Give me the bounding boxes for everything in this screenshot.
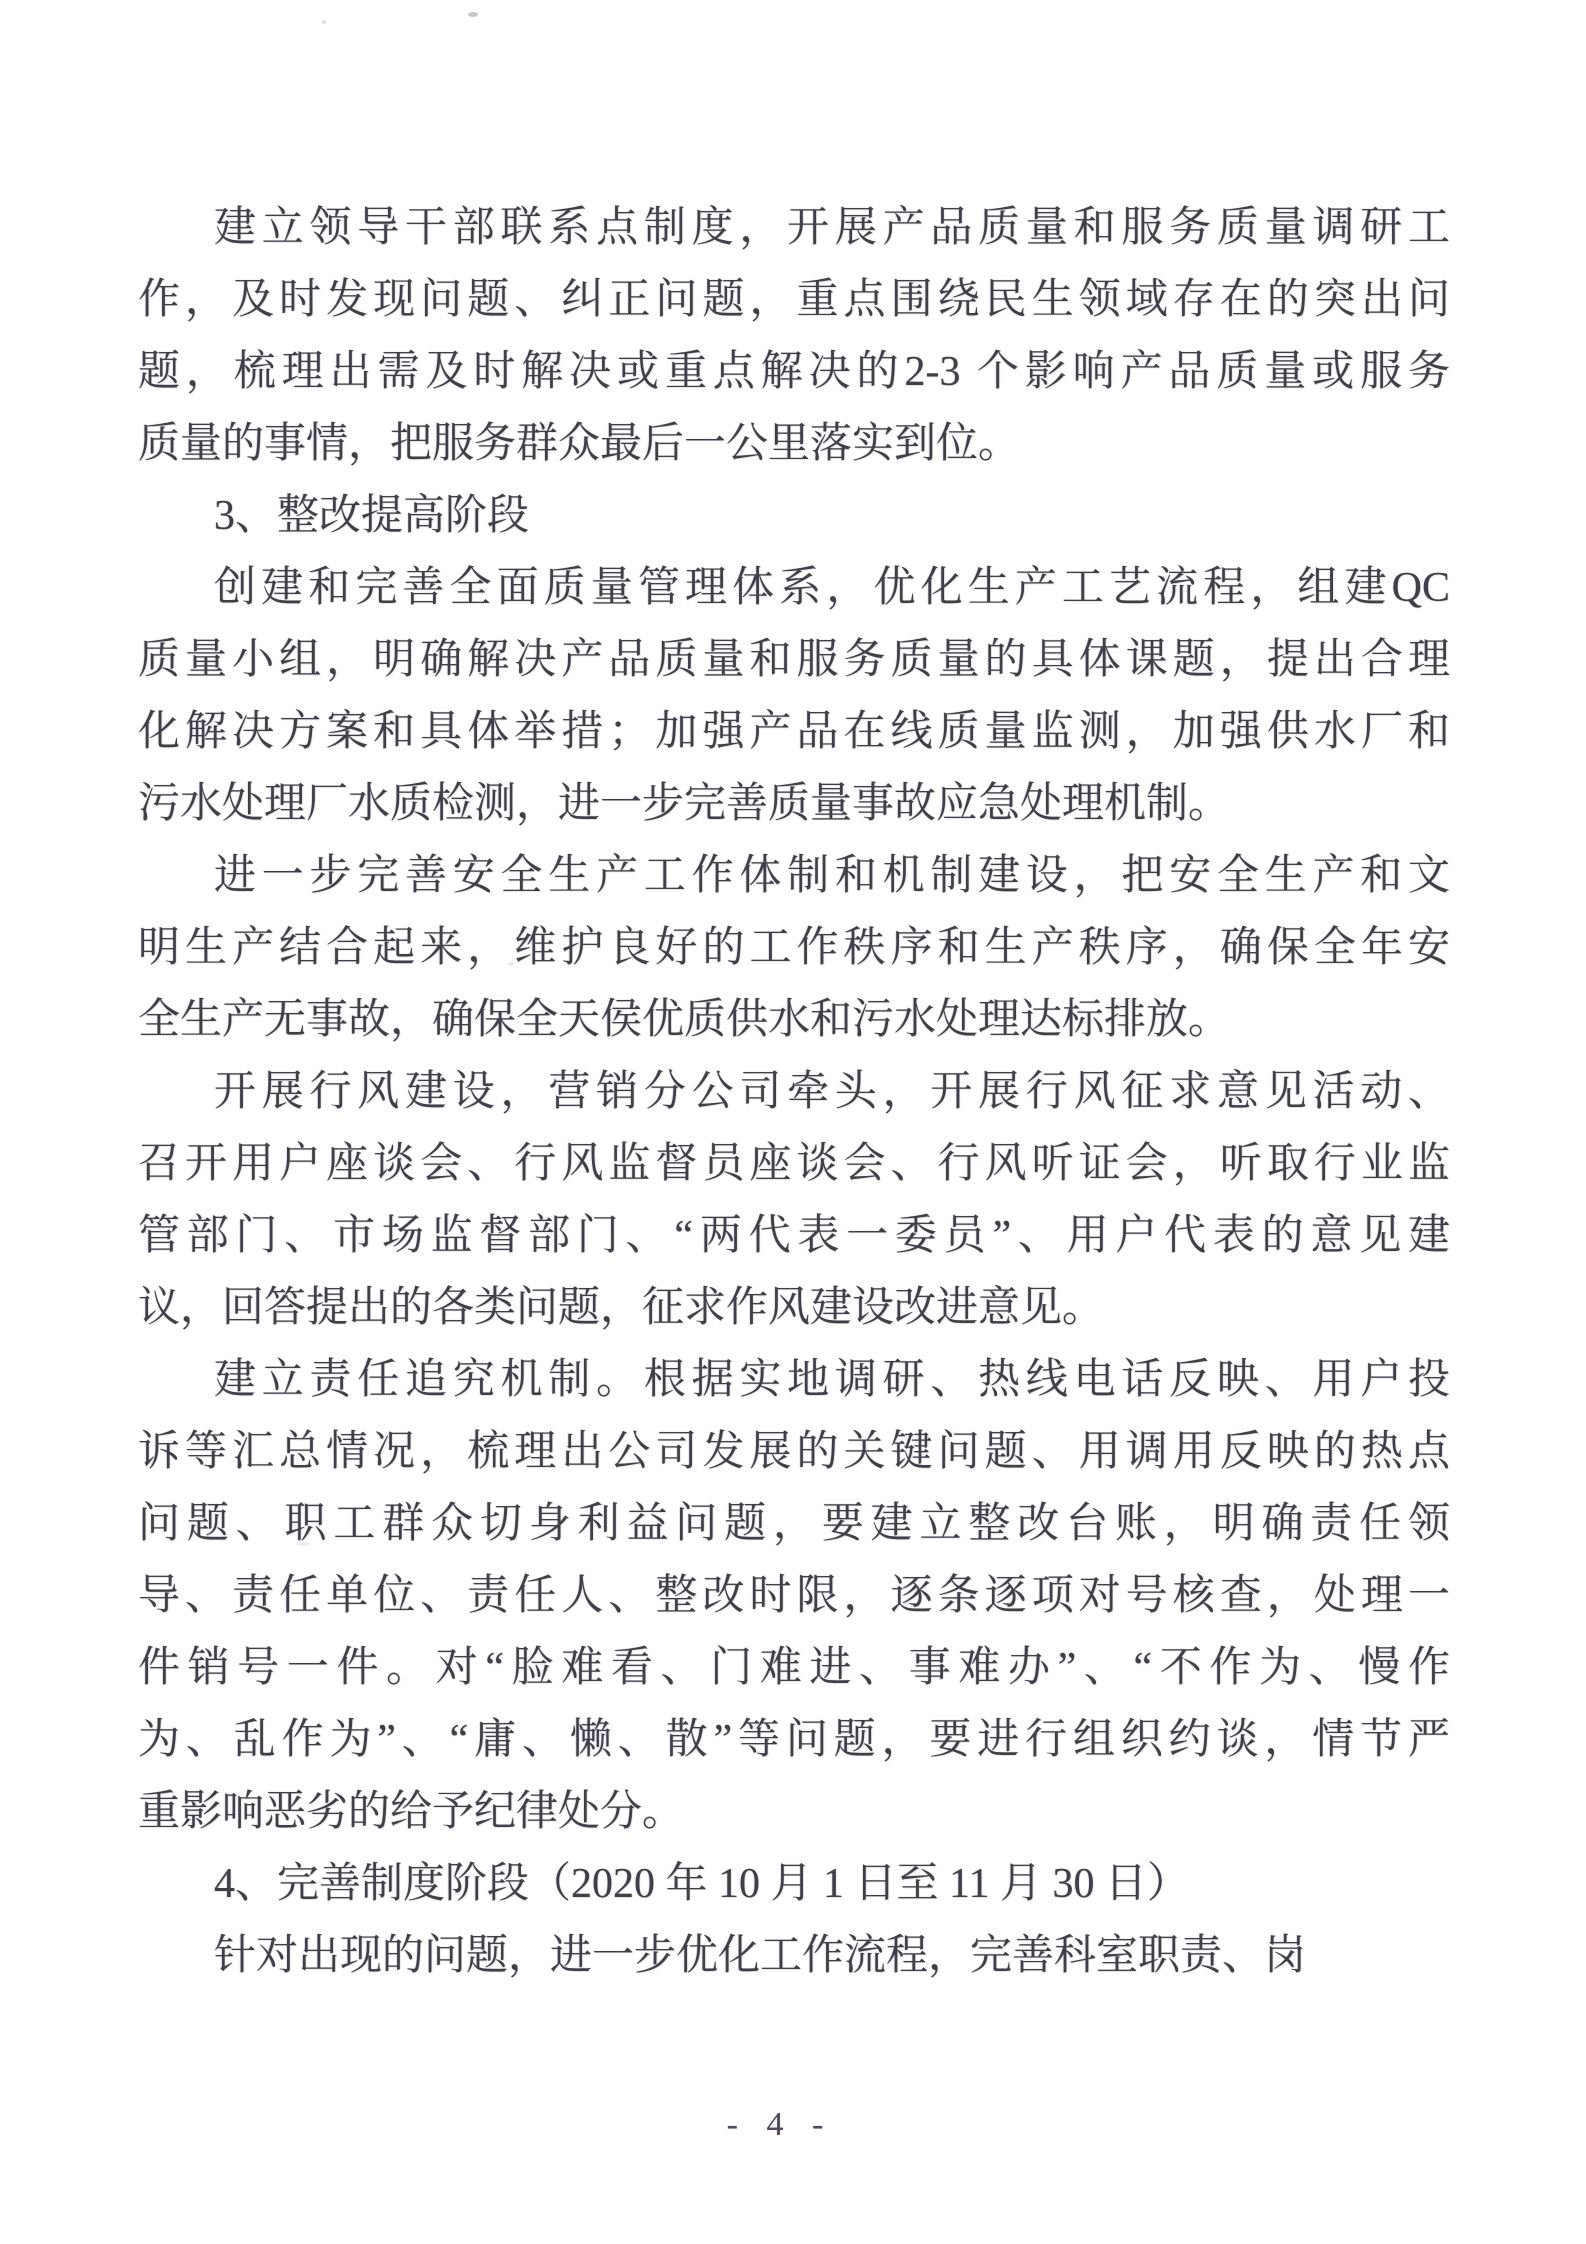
paragraph xyxy=(138,192,1450,480)
text-line: 污水处理厂水质检测，进一步完善质量事故应急处理机制。 xyxy=(138,781,1231,827)
text-line: 问题、职工群众切身利益问题，要建立整改台账，明确责任领 xyxy=(138,1501,1450,1547)
section-heading xyxy=(138,1848,1450,1920)
page-number: - 4 - xyxy=(726,2106,834,2143)
text-line: 化解决方案和具体举措；加强产品在线质量监测，加强供水厂和 xyxy=(138,709,1450,755)
text-line: 导、责任单位、责任人、整改时限，逐条逐项对号核查，处理一 xyxy=(138,1573,1450,1619)
text-line: 开展行风建设，营销分公司牵头，开展行风征求意见活动、 xyxy=(214,1069,1450,1115)
text-line: 质量小组，明确解决产品质量和服务质量的具体课题，提出合理 xyxy=(138,637,1450,683)
document-body xyxy=(138,192,1450,1992)
text-line: 为、乱作为”、“庸、懒、散”等问题，要进行组织约谈，情节严 xyxy=(138,1717,1450,1763)
scan-speck xyxy=(322,20,326,24)
text-line: 质量的事情，把服务群众最后一公里落实到位。 xyxy=(138,421,1021,467)
text-line: 针对出现的问题，进一步优化工作流程，完善科室职责、岗 xyxy=(214,1933,1307,1979)
text-line: 建立责任追究机制。根据实地调研、热线电话反映、用户投 xyxy=(214,1357,1450,1403)
paragraph xyxy=(138,1920,1450,1992)
text-line: 召开用户座谈会、行风监督员座谈会、行风听证会，听取行业监 xyxy=(138,1141,1450,1187)
paragraph xyxy=(138,1056,1450,1344)
text-line: 诉等汇总情况，梳理出公司发展的关键问题、用调用反映的热点 xyxy=(138,1429,1450,1475)
paragraph xyxy=(138,1344,1450,1848)
text-line: 件销号一件。对“脸难看、门难进、事难办”、“不作为、慢作 xyxy=(138,1645,1450,1691)
paragraph xyxy=(138,840,1450,1056)
text-line: 4、完善制度阶段（2020 年 10 月 1 日至 11 月 30 日） xyxy=(214,1861,1189,1907)
scan-speck xyxy=(468,12,478,17)
text-line: 重影响恶劣的给予纪律处分。 xyxy=(138,1789,685,1835)
text-line: 作，及时发现问题、纠正问题，重点围绕民生领域存在的突出问 xyxy=(138,277,1450,323)
text-line: 全生产无事故，确保全天侯优质供水和污水处理达标排放。 xyxy=(138,997,1231,1043)
paragraph xyxy=(138,552,1450,840)
text-line: 进一步完善安全生产工作体制和机制建设，把安全生产和文 xyxy=(214,853,1450,899)
text-line: 题，梳理出需及时解决或重点解决的2-3 个影响产品质量或服务 xyxy=(138,349,1450,395)
text-line: 明生产结合起来，维护良好的工作秩序和生产秩序，确保全年安 xyxy=(138,925,1450,971)
section-heading xyxy=(138,480,1450,552)
text-line: 管部门、市场监督部门、“两代表一委员”、用户代表的意见建 xyxy=(138,1213,1450,1259)
text-line: 建立领导干部联系点制度，开展产品质量和服务质量调研工 xyxy=(214,205,1450,251)
text-line: 议，回答提出的各类问题，征求作风建设改进意见。 xyxy=(138,1285,1105,1331)
text-line: 创建和完善全面质量管理体系，优化生产工艺流程，组建QC xyxy=(214,565,1450,611)
text-line: 3、整改提高阶段 xyxy=(214,493,530,539)
